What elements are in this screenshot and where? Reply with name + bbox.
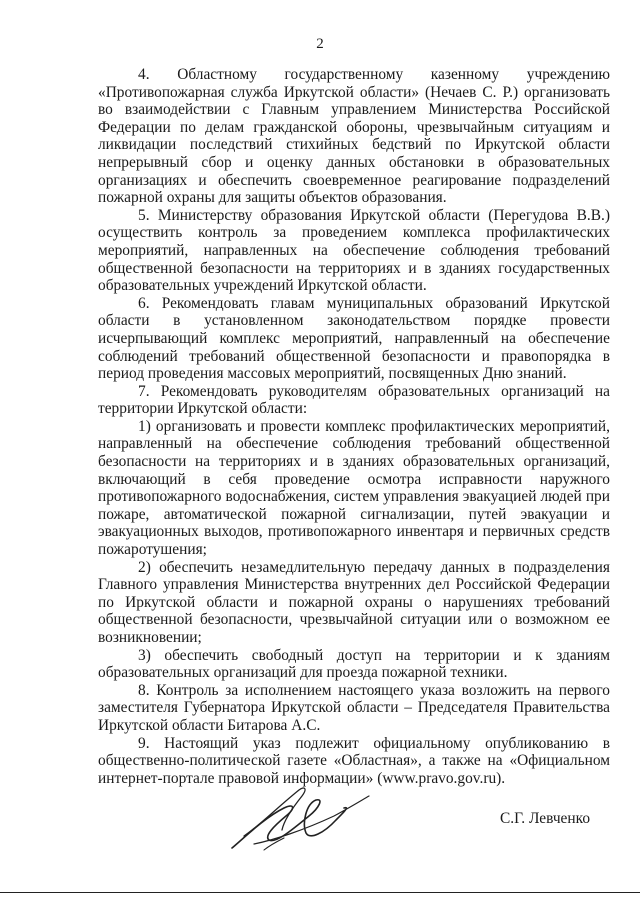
- document-body: [98, 66, 610, 787]
- paragraph-6: 6. Рекомендовать главам муниципальных образований Иркутской области в установленном законодательством порядке провести исчерпывающий комплекс мероприятий, направленный на обеспечение соблюдений требований общественной безопасности и правопорядка в период проведения массовых мероприятий, посвященных Дню знаний.: [98, 294, 610, 383]
- page-bottom-rule: [0, 892, 640, 893]
- signature-scribble: [224, 778, 374, 858]
- page-number: 2: [316, 36, 324, 52]
- signatory-name: С.Г. Левченко: [500, 810, 591, 827]
- paragraph-7: 7. Рекомендовать руководителям образовательных организаций на территории Иркутской области:: [98, 382, 610, 418]
- paragraph-5: 5. Министерству образования Иркутской области (Перегудова В.В.) осуществить контроль за проведением комплекса профилактических мероприятий, направленных на обеспечение соблюдения требований общественной безопасности на территориях и в зданиях государственных образовательных учреждений Иркутской области.: [98, 206, 610, 295]
- paragraph-7-item-2: 2) обеспечить незамедлительную передачу данных в подразделения Главного управления Министерства внутренних дел Российской Федерации по Иркутской области и пожарной охраны о нарушениях требований общественной безопасности, чрезвычайной ситуации или о возможном ее возникновении;: [98, 558, 610, 646]
- handwritten-signature: [224, 778, 374, 863]
- paragraph-7-item-3: 3) обеспечить свободный доступ на территории и к зданиям образовательных организаций для проезда пожарной техники.: [98, 646, 610, 682]
- paragraph-7-item-1: 1) организовать и провести комплекс профилактических мероприятий, направленный на обеспечение соблюдения требований общественной безопасности на территориях и в зданиях образовательных организаций, включающий в себя проведение осмотра исправности наружного противопожарного водоснабжения, систем управления эвакуацией людей при пожаре, автоматической пожарной сигнализации, путей эвакуации и эвакуационных выходов, противопожарного инвентаря и первичных средств пожаротушения;: [98, 417, 610, 559]
- paragraph-9: 9. Настоящий указ подлежит официальному опубликованию в общественно-политической газете «Областная», а также на «Официальном интернет-портале правовой информации» (www.pravo.gov.ru).: [98, 734, 610, 787]
- paragraph-4: 4. Областному государственному казенному учреждению «Противопожарная служба Иркутской области» (Нечаев С. Р.) организовать во взаимодействии с Главным управлением Министерства Российской Федерации по делам гражданской обороны, чрезвычайным ситуациям и ликвидации последствий стихийных бедствий по Иркутской области непрерывный сбор и оценку данных обстановки в образовательных организациях и обеспечить своевременное реагирование подразделений пожарной охраны для защиты объектов образования.: [98, 66, 610, 207]
- paragraph-8: 8. Контроль за исполнением настоящего указа возложить на первого заместителя Губернатора Иркутской области – Председателя Правительства Иркутской области Битарова А.С.: [98, 681, 610, 734]
